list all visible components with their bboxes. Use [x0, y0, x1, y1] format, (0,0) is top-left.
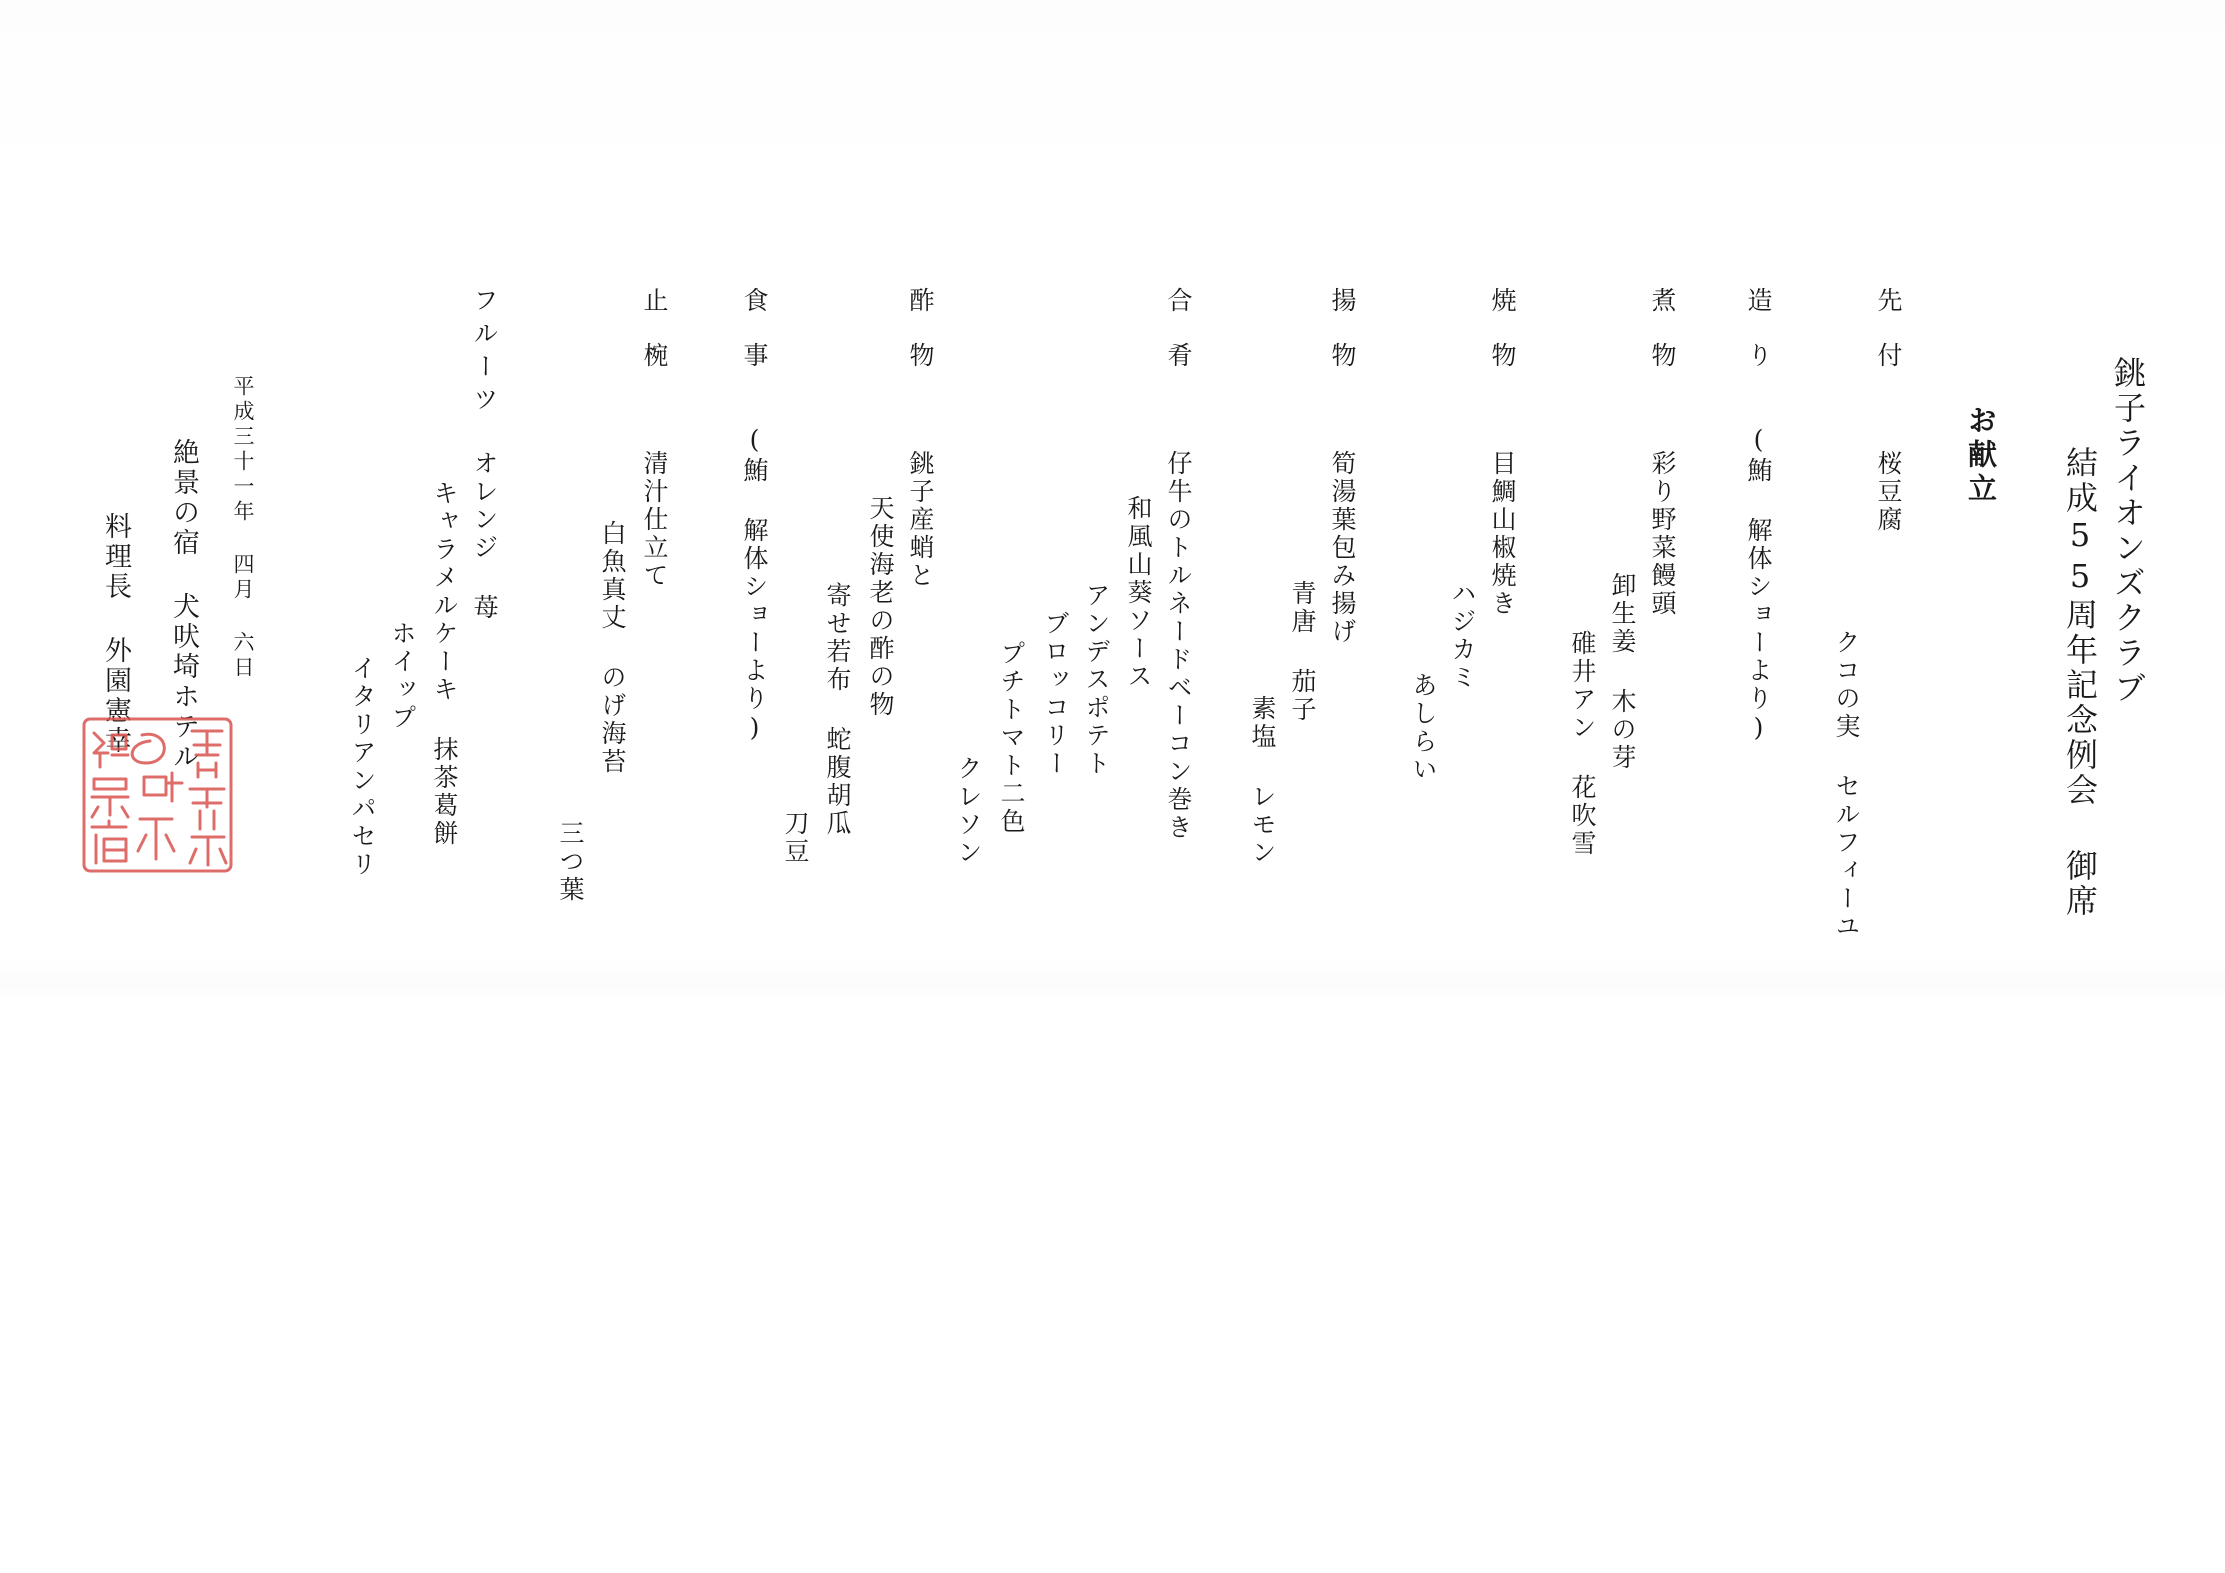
course-dish: 目鯛山椒焼き: [1488, 450, 1517, 618]
footer-chef: 料理長 外園憲幸: [100, 512, 131, 756]
course-dish: 白魚真丈 のげ海苔: [598, 520, 627, 776]
course-dish: 素塩 レモン: [1248, 695, 1277, 867]
course-dish: あしらい: [1409, 672, 1438, 784]
course-dish: イタリアンパセリ: [348, 655, 377, 879]
course-dish: (鮪 解体ショーより): [740, 425, 769, 745]
course-name-nimono: 煮物: [1648, 287, 1677, 397]
course-dish: 天使海老の酢の物: [866, 495, 895, 719]
event-title: 結成55周年記念例会 御席: [2061, 446, 2099, 919]
hotel-seal-stamp: [80, 715, 235, 875]
course-name-tomewan: 止椀: [640, 287, 669, 397]
footer-date: 平成三十一年 四月 六日: [231, 375, 255, 681]
course-dish: 筍湯葉包み揚げ: [1328, 450, 1357, 646]
course-dish: 碓井アン 花吹雪: [1568, 630, 1597, 858]
course-dish: 青唐 茄子: [1288, 580, 1317, 724]
course-name-agemono: 揚物: [1328, 287, 1357, 397]
course-dish: 清汁仕立て: [640, 450, 669, 590]
course-dish: ハジカミ: [1448, 580, 1477, 692]
footer-hotel: 絶景の宿 犬吠埼ホテル: [168, 438, 199, 772]
course-dish: ホイップ: [388, 620, 417, 732]
course-name-sakizuke: 先付: [1874, 287, 1903, 397]
course-dish: クレソン: [954, 755, 983, 867]
course-dish: キャラメルケーキ 抹茶葛餅: [430, 480, 459, 848]
course-name-sunomono: 酢物: [906, 287, 935, 397]
course-name-shiizakana: 合肴: [1164, 287, 1193, 397]
course-dish: ブロッコリー: [1041, 610, 1070, 778]
course-dish: 三つ葉: [556, 820, 585, 904]
course-dish: オレンジ 苺: [470, 450, 499, 622]
course-dish: (鮪 解体ショーより): [1744, 425, 1773, 745]
course-dish: 刀豆: [781, 810, 810, 866]
course-dish: 寄せ若布 蛇腹胡瓜: [823, 582, 852, 838]
course-dish: 和風山葵ソース: [1124, 495, 1153, 691]
menu-title: お献立: [1964, 405, 1998, 507]
course-dish: 銚子産蛸と: [906, 450, 935, 590]
course-dish: 卸生姜 木の芽: [1608, 572, 1637, 772]
course-dish: 仔牛のトルネードベーコン巻き: [1164, 450, 1193, 842]
course-dish: アンデスポテト: [1082, 582, 1111, 778]
course-dish: クコの実 セルフィーユ: [1832, 629, 1861, 941]
course-dish: 彩り野菜饅頭: [1648, 450, 1677, 618]
course-name-fruits: フルーツ: [470, 287, 499, 419]
course-dish: 桜豆腐: [1874, 450, 1903, 534]
club-name: 銚子ライオンズクラブ: [2109, 356, 2147, 706]
course-name-tsukuri: 造り: [1744, 287, 1773, 397]
course-name-yakimono: 焼物: [1488, 287, 1517, 397]
course-dish: プチトマト二色: [997, 640, 1026, 836]
course-name-shokuji: 食事: [740, 287, 769, 397]
